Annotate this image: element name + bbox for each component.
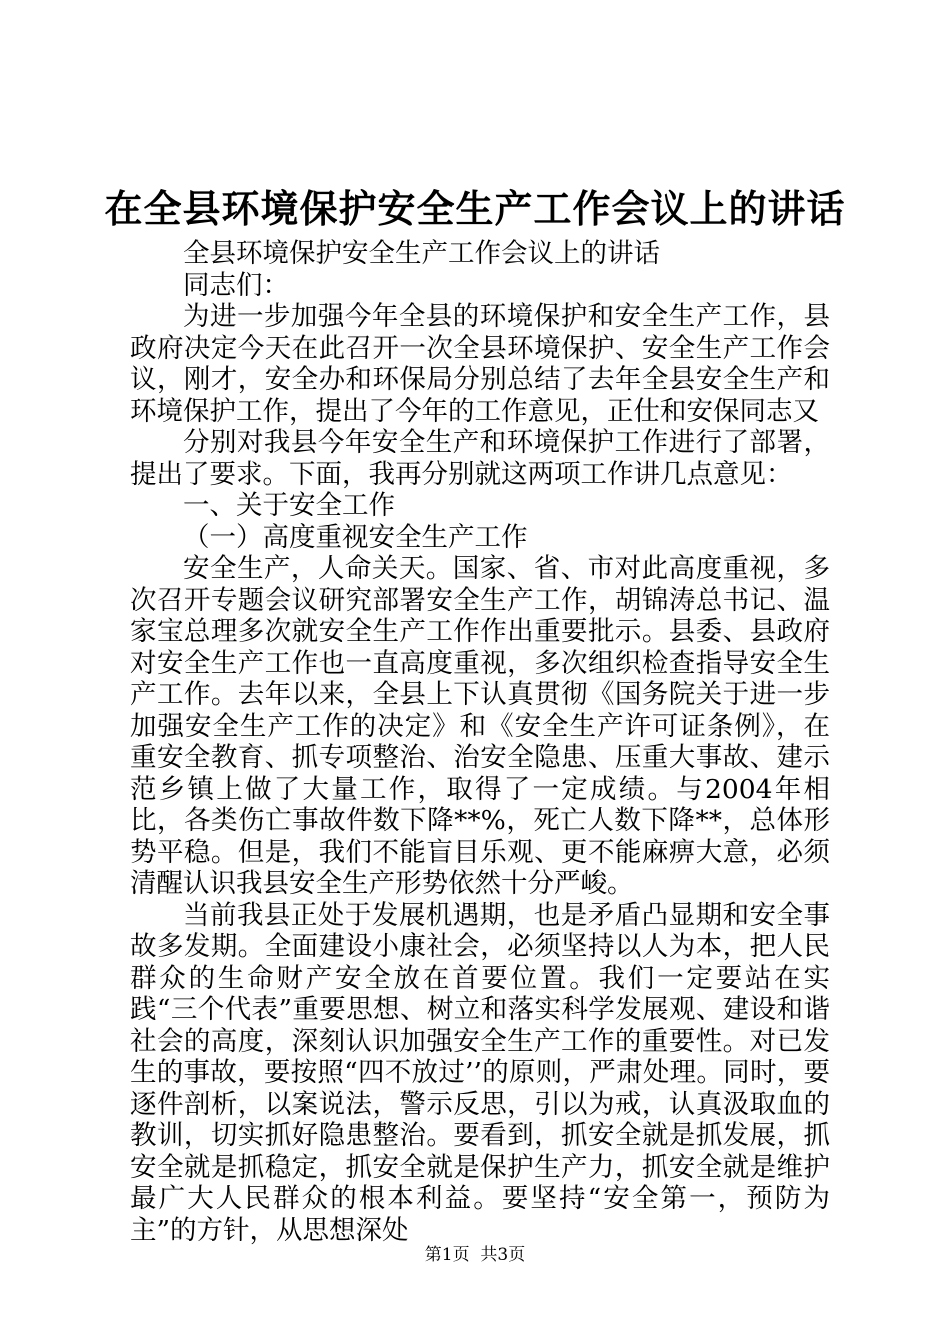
body-paragraph: 当前我县正处于发展机遇期，也是矛盾凸显期和安全事故多发期。全面建设小康社会，必须坚持以人为本，把人民群众的生命财产安全放在首要位置。我们一定要站在实践“三个代表”重要思想、树立和落实科学发展观、建设和谐社会的高度，深刻认识加强安全生产工作的重要性。对已发生的事故，要按照“四不放过’’的原则，严肃处理。同时，要逐件剖析，以案说法，警示反思，引以为戒，认真汲取血的教训，切实抓好隐患整治。要看到，抓安全就是抓发展，抓安全就是抓稳定，抓安全就是保护生产力，抓安全就是维护最广大人民群众的根本利益。要坚持“安全第一，预防为主”的方针，从思想深处 (130, 899, 830, 1246)
body-paragraph: 为进一步加强今年全县的环境保护和安全生产工作，县政府决定今天在此召开一次全县环境保护、安全生产工作会议，刚才，安全办和环保局分别总结了去年全县安全生产和环境保护工作，提出了今年的工作意见，正仕和安保同志又 (130, 301, 830, 427)
salutation-paragraph: 同志们： (183, 269, 289, 301)
subtitle-paragraph: 全县环境保护安全生产工作会议上的讲话 (183, 238, 660, 269)
document-body (130, 238, 830, 1246)
body-paragraph: 分别对我县今年安全生产和环境保护工作进行了部署，提出了要求。下面，我再分别就这两项工作讲几点意见： (130, 427, 830, 490)
page-footer: 第1页 共3页 (424, 1245, 526, 1265)
body-paragraph: 安全生产，人命关天。国家、省、市对此高度重视，多次召开专题会议研究部署安全生产工作，胡锦涛总书记、温家宝总理多次就安全生产工作作出重要批示。县委、县政府对安全生产工作也一直高度重视，多次组织检查指导安全生产工作。去年以来，全县上下认真贯彻《国务院关于进一步加强安全生产工作的决定》和《安全生产许可证条例》，在重安全教育、抓专项整治、治安全隐患、压重大事故、建示范乡镇上做了大量工作，取得了一定成绩。与2004年相比，各类伤亡事故件数下降**%，死亡人数下降**，总体形势平稳。但是，我们不能盲目乐观、更不能麻痹大意，必须清醒认识我县安全生产形势依然十分严峻。 (130, 553, 830, 899)
document-title: 在全县环境保护安全生产工作会议上的讲话 (104, 186, 846, 231)
section-heading: 一、关于安全工作 (183, 490, 395, 521)
subsection-heading: （一）高度重视安全生产工作 (183, 521, 528, 553)
